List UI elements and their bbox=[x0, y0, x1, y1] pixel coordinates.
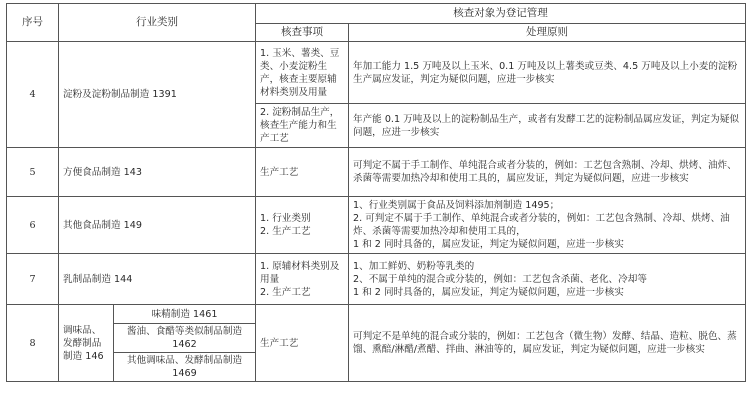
table-row bbox=[7, 254, 746, 305]
principle-cell: 可判定不是单纯的混合或分装的，例如：工艺包含（微生物）发酵、结晶、造粒、脱色、蒸馏、熏醅/淋醋/煮醋、拌曲、淋油等的，属应发证，判定为疑似问题，应进一步核实 bbox=[349, 305, 746, 382]
header-industry: 行业类别 bbox=[59, 4, 256, 42]
sub-industry-cell: 味精制造 1461 bbox=[114, 305, 256, 324]
item-cell: 1. 原辅材料类别及用量 2. 生产工艺 bbox=[256, 254, 349, 305]
item-cell: 1. 行业类别 2. 生产工艺 bbox=[256, 197, 349, 254]
row-number: 4 bbox=[7, 42, 59, 148]
principle-cell: 1、行业类别属于食品及饲料添加剂制造 1495； 2. 可判定不属于手工制作、单纯混合或者分装的，例如：工艺包含熟制、冷却、烘烤、油炸、杀菌等需要加热冷却和使用工具的， 1 和 2 同时具备的，属应发证，判定为疑似问题，应进一步核实 bbox=[349, 197, 746, 254]
header-group: 核查对象为登记管理 bbox=[256, 4, 746, 24]
table-row bbox=[7, 42, 746, 104]
table-row bbox=[7, 305, 746, 324]
industry-cell: 方便食品制造 143 bbox=[59, 148, 256, 197]
principle-cell: 年加工能力 1.5 万吨及以上玉米、0.1 万吨及以上薯类或豆类、4.5 万吨及以上小麦的淀粉生产属应发证，判定为疑似问题，应进一步核实 bbox=[349, 42, 746, 104]
table-row bbox=[7, 197, 746, 254]
item-cell: 1. 玉米、薯类、豆类、小麦淀粉生产，核查主要原辅材料类别及用量 bbox=[256, 42, 349, 104]
row-number: 7 bbox=[7, 254, 59, 305]
principle-cell: 1、加工鲜奶、奶粉等乳类的 2、不属于单纯的混合或分装的，例如：工艺包含杀菌、老化、冷却等 1 和 2 同时具备的，属应发证，判定为疑似问题，应进一步核实 bbox=[349, 254, 746, 305]
industry-cell: 淀粉及淀粉制品制造 1391 bbox=[59, 42, 256, 148]
header-principle: 处理原则 bbox=[349, 24, 746, 42]
row-number: 6 bbox=[7, 197, 59, 254]
item-cell: 生产工艺 bbox=[256, 148, 349, 197]
header-row-1 bbox=[7, 4, 746, 24]
sub-industry-cell: 酱油、食醋等类似制品制造 1462 bbox=[114, 324, 256, 353]
principle-cell: 年产能 0.1 万吨及以上的淀粉制品生产，或者有发酵工艺的淀粉制品属应发证，判定为疑似问题，应进一步核实 bbox=[349, 104, 746, 148]
table-row bbox=[7, 148, 746, 197]
row-number: 5 bbox=[7, 148, 59, 197]
inspection-table bbox=[6, 3, 746, 382]
industry-cell: 调味品、发酵制品制造 146 bbox=[59, 305, 114, 382]
industry-cell: 其他食品制造 149 bbox=[59, 197, 256, 254]
item-cell: 生产工艺 bbox=[256, 305, 349, 382]
principle-cell: 可判定不属于手工制作、单纯混合或者分装的，例如：工艺包含熟制、冷却、烘烤、油炸、杀菌等需要加热冷却和使用工具的，属应发证，判定为疑似问题，应进一步核实 bbox=[349, 148, 746, 197]
item-cell: 2. 淀粉制品生产，核查生产能力和生产工艺 bbox=[256, 104, 349, 148]
header-no: 序号 bbox=[7, 4, 59, 42]
sub-industry-cell: 其他调味品、发酵制品制造 1469 bbox=[114, 353, 256, 382]
table-container bbox=[6, 3, 746, 382]
industry-cell: 乳制品制造 144 bbox=[59, 254, 256, 305]
row-number: 8 bbox=[7, 305, 59, 382]
header-item: 核查事项 bbox=[256, 24, 349, 42]
